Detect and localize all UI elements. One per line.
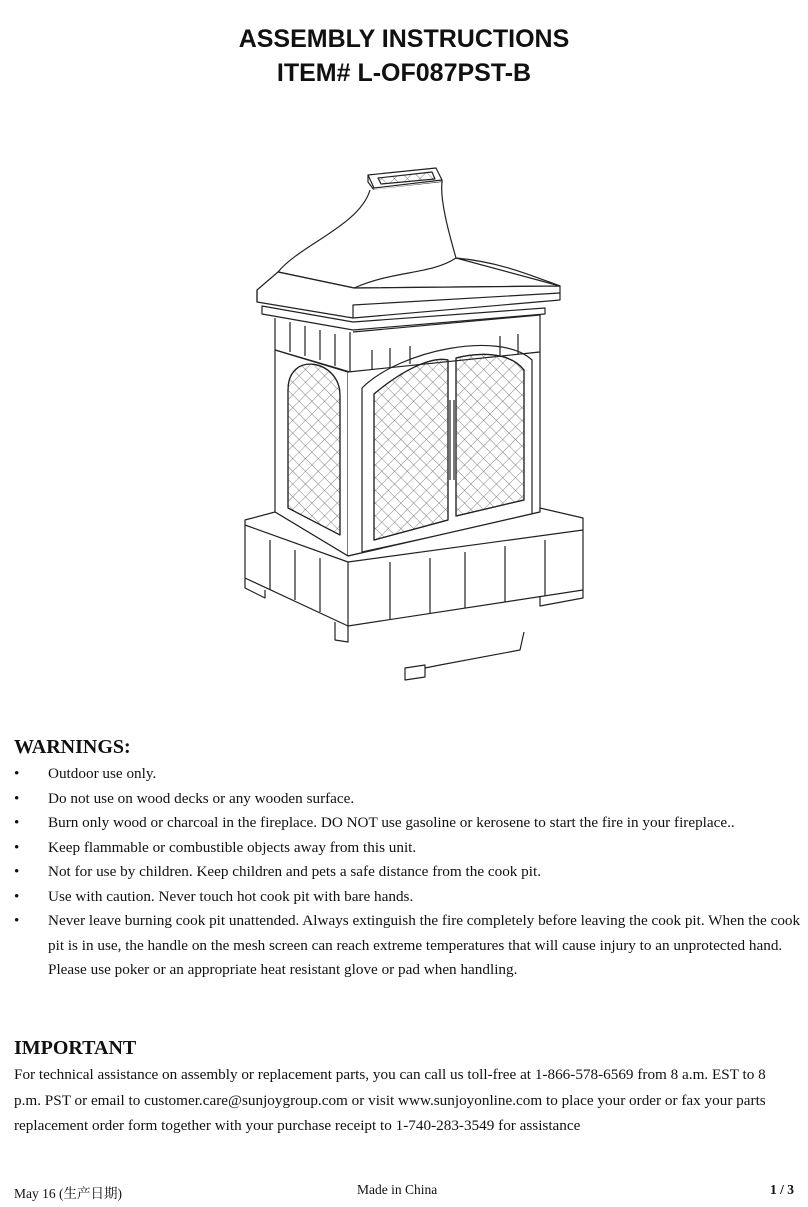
bullet-icon: •: [14, 838, 20, 856]
item-number: ITEM# L-OF087PST-B: [276, 59, 532, 87]
outdoor-fireplace-icon: [230, 158, 600, 688]
footer-origin: Made in China: [357, 1182, 438, 1197]
footer-date: May 16 (生产日期): [14, 1186, 122, 1201]
important-text: For technical assistance on assembly or replacement parts, you can call us toll-free at 1-866-578-6569 from 8 a.m. EST to 8 p.m. PST or email to customer.care@sunjoygroup.com or visit www.sunjoyonline.com to place your order or fax your parts replacement order form together with your purchase receipt to 1-740-283-3549 for assistance: [14, 1066, 766, 1134]
warning-item: • Use with caution. Never touch hot cook pit with bare hands.: [14, 885, 804, 910]
bullet-icon: •: [14, 863, 20, 880]
warning-item: • Outdoor use only.: [14, 762, 804, 787]
bullet-icon: •: [14, 814, 20, 831]
important-heading: IMPORTANT: [14, 1037, 137, 1059]
bullet-icon: •: [14, 912, 20, 929]
document-title: ASSEMBLY INSTRUCTIONS: [238, 25, 570, 53]
warning-item: • Not for use by children. Keep children and pets a safe distance from the cook pit.: [14, 860, 804, 885]
warning-item: • Do not use on wood decks or any wooden surface.: [14, 787, 804, 812]
warning-item: • Keep flammable or combustible objects away from this unit.: [14, 836, 804, 861]
bullet-icon: •: [14, 789, 20, 807]
page-number: 1 / 3: [769, 1182, 794, 1197]
bullet-icon: •: [14, 887, 20, 905]
warnings-heading: WARNINGS:: [14, 736, 131, 758]
warning-item: • Never leave burning cook pit unattended. Always extinguish the fire completely before leaving the cook pit. When the cook pit is in use, the handle on the mesh screen can reach extreme temperatures that will cause injury to an unprotected hand. Please use poker or an appropriate heat resistant glove or pad when handling.: [14, 909, 804, 983]
warnings-list: [14, 762, 804, 983]
warning-item: • Burn only wood or charcoal in the fireplace. DO NOT use gasoline or kerosene to start the fire in your fireplace..: [14, 811, 804, 836]
bullet-icon: •: [14, 765, 20, 782]
